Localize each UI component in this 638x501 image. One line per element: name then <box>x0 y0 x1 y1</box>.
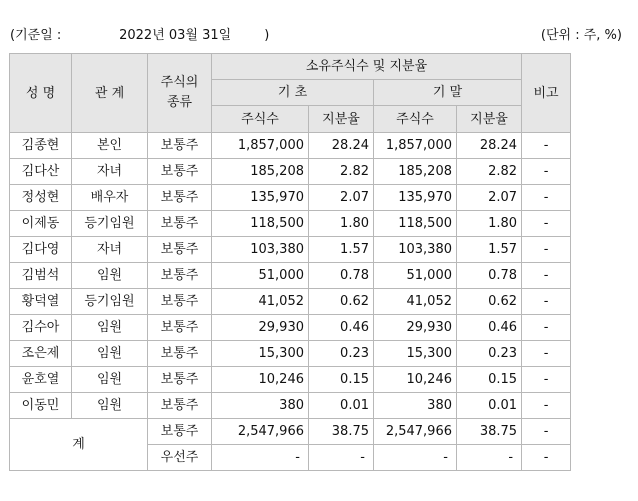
table-row <box>10 211 571 237</box>
table-row <box>10 315 571 341</box>
cell-name: 윤호열 <box>10 367 72 393</box>
cell-type: 보통주 <box>148 211 212 237</box>
cell-remark: - <box>522 263 571 289</box>
cell-end-ratio: 28.24 <box>457 133 522 159</box>
table-row <box>10 367 571 393</box>
cell-end-ratio: 38.75 <box>457 419 522 445</box>
header-remarks: 비고 <box>522 54 571 133</box>
cell-start-shares: 29,930 <box>212 315 309 341</box>
cell-name: 김종현 <box>10 133 72 159</box>
cell-relation: 임원 <box>72 367 148 393</box>
table-row <box>10 289 571 315</box>
cell-end-shares: 2,547,966 <box>374 419 457 445</box>
header-period-end: 기 말 <box>374 80 522 106</box>
cell-remark: - <box>522 393 571 419</box>
table-body <box>10 133 571 471</box>
cell-start-ratio: 38.75 <box>309 419 374 445</box>
cell-start-shares: 103,380 <box>212 237 309 263</box>
cell-relation: 임원 <box>72 263 148 289</box>
cell-remark: - <box>522 289 571 315</box>
cell-remark: - <box>522 237 571 263</box>
cell-remark: - <box>522 315 571 341</box>
cell-end-shares: - <box>374 445 457 471</box>
table-row <box>10 341 571 367</box>
cell-type: 보통주 <box>148 341 212 367</box>
header-stock-type-text: 주식의 종류 <box>160 75 199 110</box>
table-row <box>10 185 571 211</box>
cell-start-shares: - <box>212 445 309 471</box>
cell-type: 보통주 <box>148 289 212 315</box>
table-row <box>10 237 571 263</box>
cell-start-shares: 15,300 <box>212 341 309 367</box>
cell-end-shares: 1,857,000 <box>374 133 457 159</box>
cell-start-ratio: 0.62 <box>309 289 374 315</box>
cell-name: 이제동 <box>10 211 72 237</box>
cell-start-ratio: 0.23 <box>309 341 374 367</box>
cell-start-ratio: 1.57 <box>309 237 374 263</box>
cell-type: 보통주 <box>148 419 212 445</box>
header-stock-type <box>148 54 212 133</box>
cell-end-shares: 41,052 <box>374 289 457 315</box>
cell-type: 보통주 <box>148 315 212 341</box>
cell-end-shares: 15,300 <box>374 341 457 367</box>
cell-name: 김다산 <box>10 159 72 185</box>
cell-end-ratio: 0.15 <box>457 367 522 393</box>
cell-relation: 임원 <box>72 341 148 367</box>
cell-end-shares: 51,000 <box>374 263 457 289</box>
cell-type: 보통주 <box>148 159 212 185</box>
cell-start-ratio: 0.15 <box>309 367 374 393</box>
cell-remark: - <box>522 185 571 211</box>
total-row-common <box>10 419 571 445</box>
header-name: 성 명 <box>10 54 72 133</box>
table-caption-bar <box>0 0 638 50</box>
cell-start-ratio: 0.46 <box>309 315 374 341</box>
cell-relation: 등기임원 <box>72 289 148 315</box>
cell-start-shares: 2,547,966 <box>212 419 309 445</box>
cell-start-shares: 185,208 <box>212 159 309 185</box>
cell-remark: - <box>522 367 571 393</box>
header-end-shares: 주식수 <box>374 106 457 133</box>
cell-type: 보통주 <box>148 263 212 289</box>
cell-start-shares: 51,000 <box>212 263 309 289</box>
cell-relation: 자녀 <box>72 237 148 263</box>
cell-type: 우선주 <box>148 445 212 471</box>
cell-start-ratio: 1.80 <box>309 211 374 237</box>
cell-end-shares: 29,930 <box>374 315 457 341</box>
cell-relation: 배우자 <box>72 185 148 211</box>
cell-name: 이동민 <box>10 393 72 419</box>
cell-remark: - <box>522 211 571 237</box>
cell-start-shares: 135,970 <box>212 185 309 211</box>
cell-start-ratio: 28.24 <box>309 133 374 159</box>
table-header <box>10 54 571 133</box>
cell-start-ratio: 2.82 <box>309 159 374 185</box>
cell-type: 보통주 <box>148 237 212 263</box>
cell-remark: - <box>522 419 571 445</box>
cell-relation: 임원 <box>72 393 148 419</box>
cell-remark: - <box>522 341 571 367</box>
cell-end-shares: 185,208 <box>374 159 457 185</box>
cell-relation: 등기임원 <box>72 211 148 237</box>
cell-relation: 본인 <box>72 133 148 159</box>
cell-start-ratio: 0.78 <box>309 263 374 289</box>
header-holdings: 소유주식수 및 지분율 <box>212 54 522 80</box>
cell-remark: - <box>522 159 571 185</box>
cell-end-shares: 103,380 <box>374 237 457 263</box>
cell-start-shares: 1,857,000 <box>212 133 309 159</box>
header-start-ratio: 지분율 <box>309 106 374 133</box>
table-row <box>10 393 571 419</box>
table-row <box>10 159 571 185</box>
unit-label: (단위 : 주, %) <box>540 28 622 43</box>
cell-end-ratio: 2.07 <box>457 185 522 211</box>
cell-type: 보통주 <box>148 393 212 419</box>
total-label: 계 <box>10 419 148 471</box>
cell-start-ratio: 0.01 <box>309 393 374 419</box>
cell-end-ratio: 0.23 <box>457 341 522 367</box>
cell-start-ratio: - <box>309 445 374 471</box>
cell-end-ratio: 1.80 <box>457 211 522 237</box>
basis-date: (기준일 : 2022년 03월 31일 ) <box>10 28 270 43</box>
cell-type: 보통주 <box>148 133 212 159</box>
cell-end-ratio: 0.78 <box>457 263 522 289</box>
header-end-ratio: 지분율 <box>457 106 522 133</box>
cell-remark: - <box>522 445 571 471</box>
table-row <box>10 133 571 159</box>
cell-remark: - <box>522 133 571 159</box>
header-relation: 관 계 <box>72 54 148 133</box>
cell-end-shares: 10,246 <box>374 367 457 393</box>
cell-start-shares: 118,500 <box>212 211 309 237</box>
cell-name: 조은제 <box>10 341 72 367</box>
cell-end-ratio: 0.01 <box>457 393 522 419</box>
cell-end-shares: 118,500 <box>374 211 457 237</box>
cell-name: 김다영 <box>10 237 72 263</box>
cell-start-ratio: 2.07 <box>309 185 374 211</box>
header-period-start: 기 초 <box>212 80 374 106</box>
cell-name: 김수아 <box>10 315 72 341</box>
cell-end-ratio: 0.46 <box>457 315 522 341</box>
cell-end-ratio: - <box>457 445 522 471</box>
header-start-shares: 주식수 <box>212 106 309 133</box>
cell-end-ratio: 2.82 <box>457 159 522 185</box>
cell-end-ratio: 1.57 <box>457 237 522 263</box>
cell-end-ratio: 0.62 <box>457 289 522 315</box>
cell-relation: 자녀 <box>72 159 148 185</box>
cell-relation: 임원 <box>72 315 148 341</box>
cell-start-shares: 41,052 <box>212 289 309 315</box>
cell-type: 보통주 <box>148 367 212 393</box>
cell-name: 김범석 <box>10 263 72 289</box>
cell-name: 정성현 <box>10 185 72 211</box>
cell-end-shares: 135,970 <box>374 185 457 211</box>
cell-start-shares: 10,246 <box>212 367 309 393</box>
cell-end-shares: 380 <box>374 393 457 419</box>
cell-type: 보통주 <box>148 185 212 211</box>
table-row <box>10 263 571 289</box>
shareholding-table <box>9 53 571 471</box>
cell-name: 황덕열 <box>10 289 72 315</box>
cell-start-shares: 380 <box>212 393 309 419</box>
